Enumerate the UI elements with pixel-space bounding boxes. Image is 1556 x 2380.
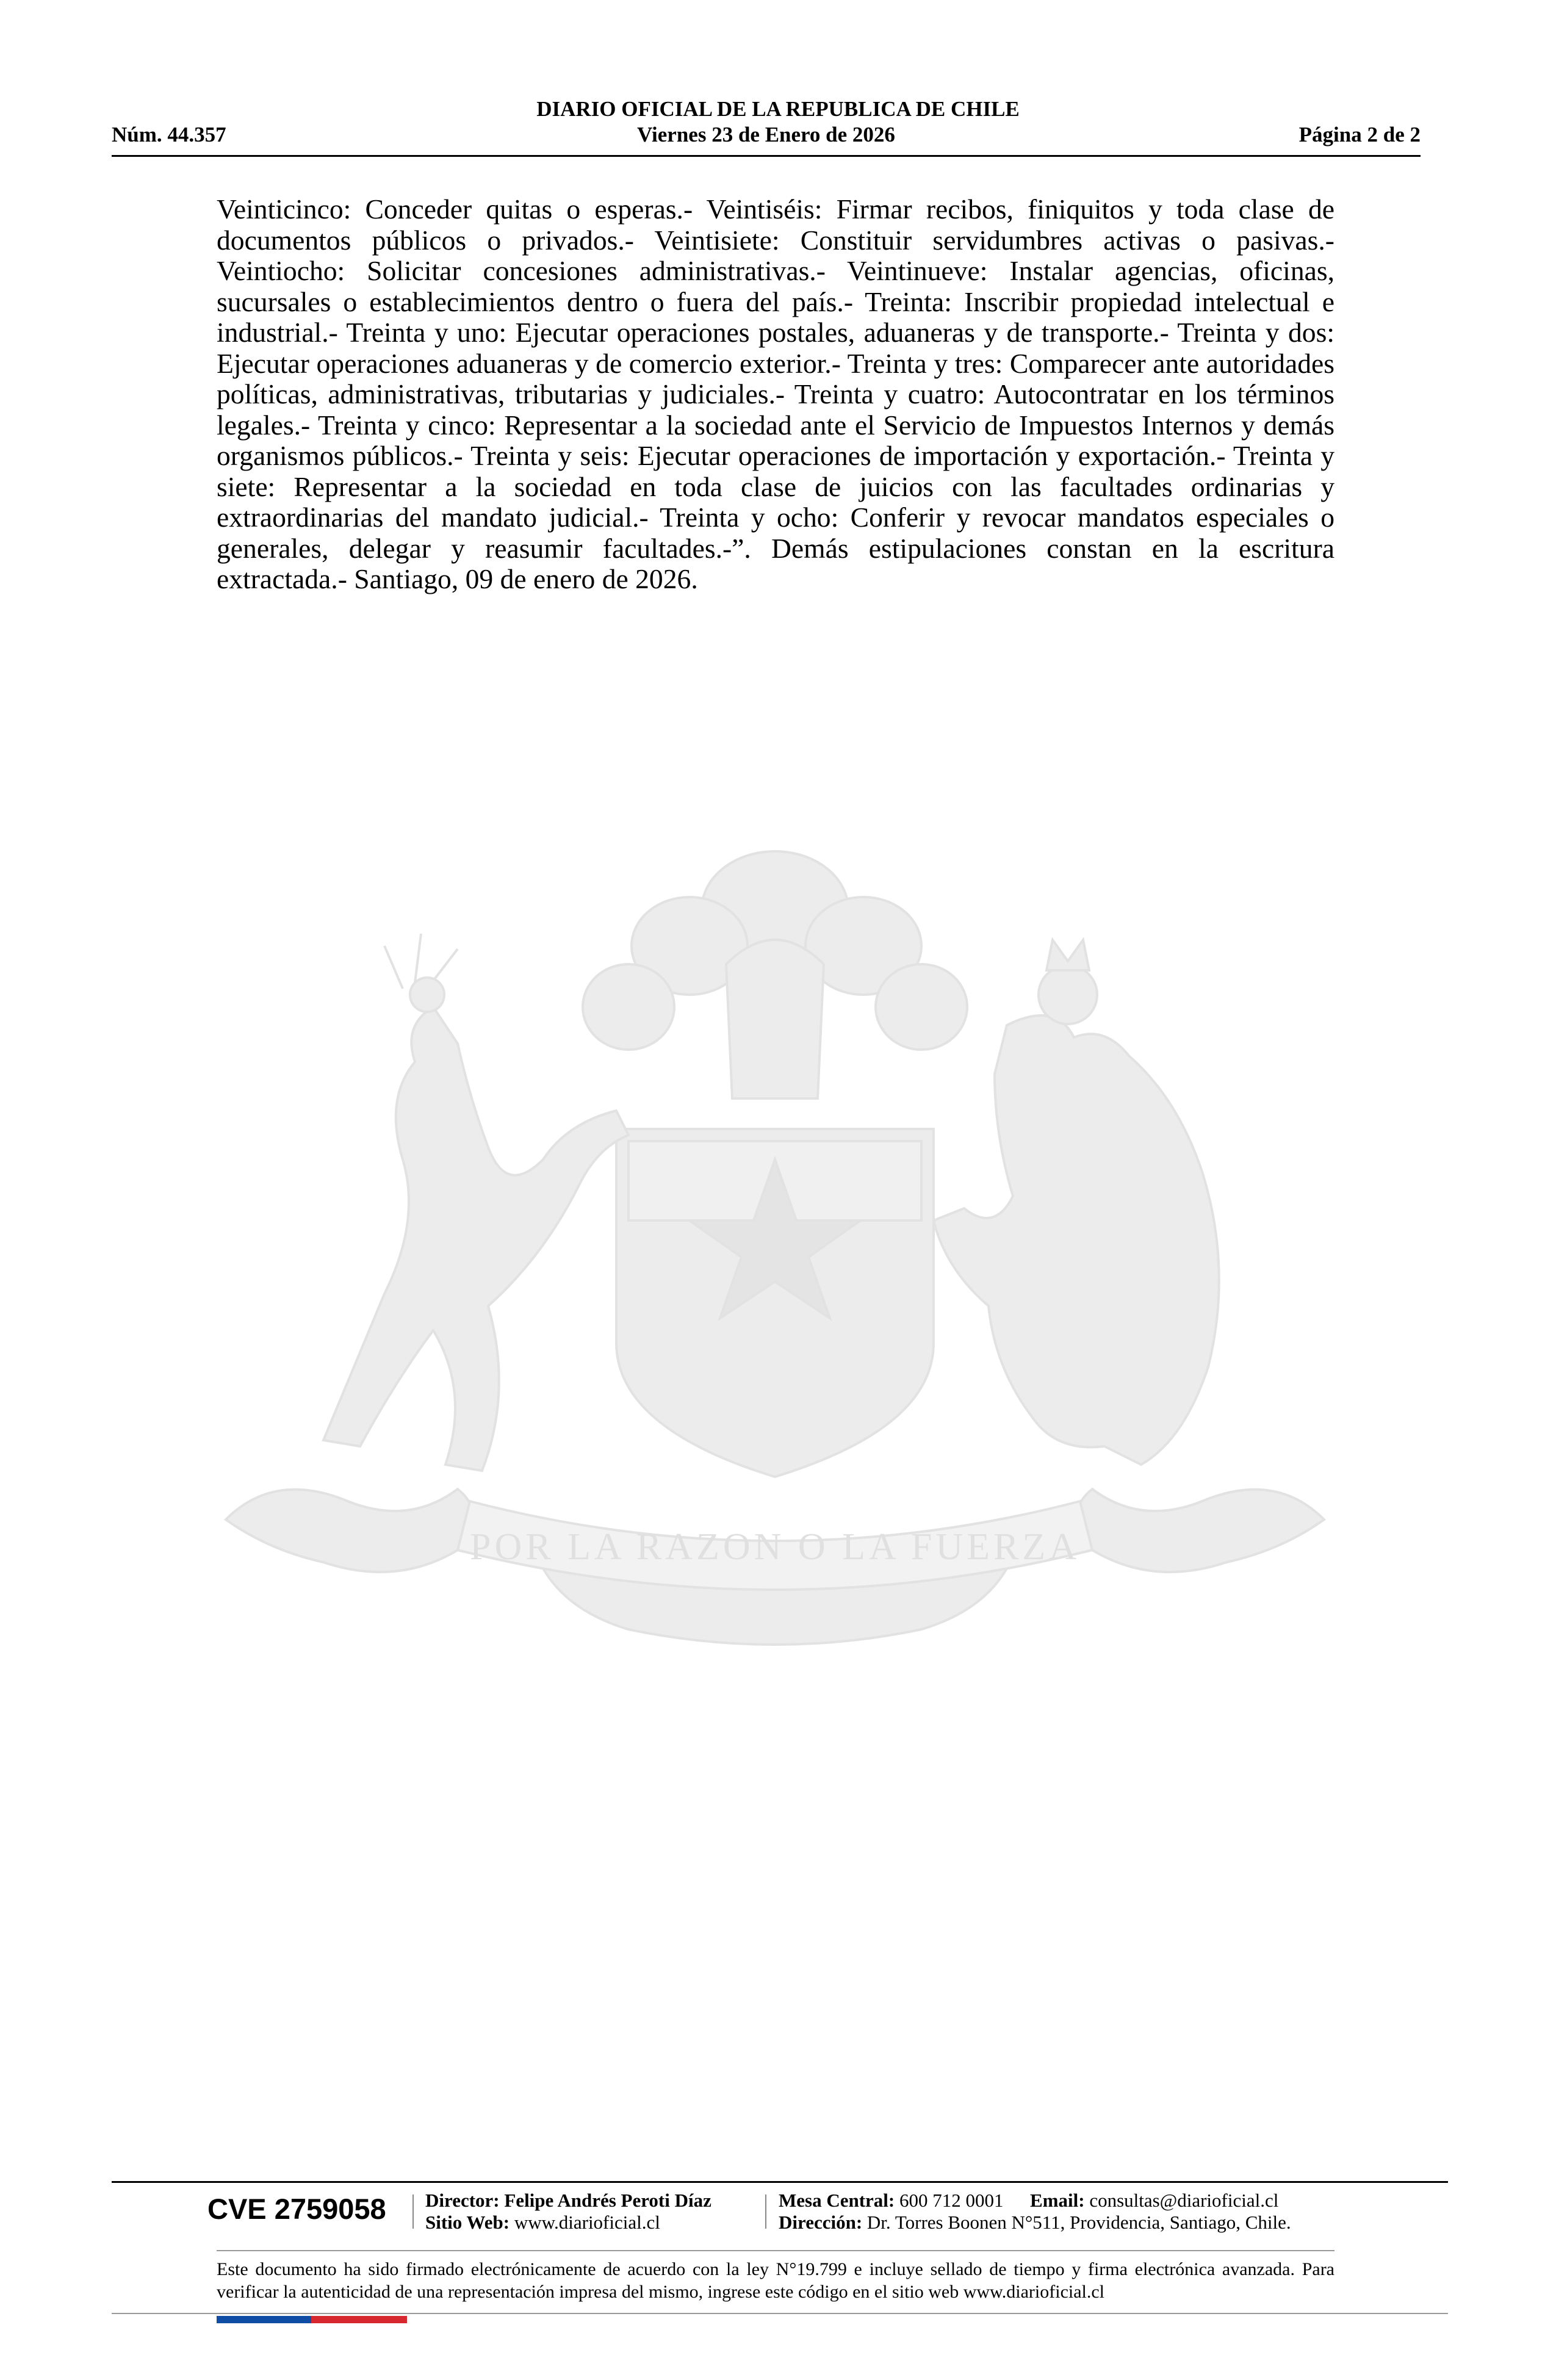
footer-divider-mid: [217, 2250, 1334, 2251]
footer-separator: [412, 2194, 414, 2229]
page-number: Página 2 de 2: [1298, 123, 1421, 146]
contact-line: [779, 2190, 1278, 2212]
issue-number: Núm. 44.357: [112, 123, 226, 146]
cve-code: CVE 2759058: [207, 2193, 386, 2225]
director-label: Director:: [425, 2190, 500, 2211]
newspaper-title: DIARIO OFICIAL DE LA REPUBLICA DE CHILE: [536, 97, 1020, 121]
director-line: [425, 2190, 711, 2212]
issue-date: Viernes 23 de Enero de 2026: [637, 123, 895, 146]
header-divider: [112, 155, 1421, 157]
address-line: [779, 2212, 1291, 2234]
phone-number: 600 712 0001: [899, 2190, 1004, 2211]
motto-text: POR LA RAZON O LA FUERZA: [469, 1526, 1081, 1568]
email-link[interactable]: consultas@diarioficial.cl: [1089, 2190, 1279, 2211]
body-paragraph: Veinticinco: Conceder quitas o esperas.- Veintiséis: Firmar recibos, finiquitos y toda clase de documentos públicos o privados.- Veintisiete: Constituir servidumbres activas o pasivas.- Veintiocho: Solicitar concesiones administrativas.- Veintinueve: Instalar agencias, oficinas, sucursales o establecimientos dentro o fuera del país.- Treinta: Inscribir propiedad intelectual e industrial.- Treinta y uno: Ejecutar operaciones postales, aduaneras y de transporte.- Treinta y dos: Ejecutar operaciones aduaneras y de comercio exterior.- Treinta y tres: Comparecer ante autoridades políticas, administrativas, tributarias y judiciales.- Treinta y cuatro: Autocontratar en los términos legales.- Treinta y cinco: Representar a la sociedad ante el Servicio de Impuestos Internos y demás organismos públicos.- Treinta y seis: Ejecutar operaciones de importación y exportación.- Treinta y siete: Representar a la sociedad en toda clase de juicios con las facultades ordinarias y extraordinarias del mandato judicial.- Treinta y ocho: Conferir y revocar mandatos especiales o generales, delegar y reasumir facultades.-”. Demás estipulaciones constan en la escritura extractada.- Santiago, 09 de enero de 2026.: [217, 193, 1334, 594]
coat-of-arms-watermark: [201, 842, 1349, 1666]
flag-bar-blue: [217, 2316, 311, 2323]
condor-icon: [934, 940, 1219, 1465]
flag-bar-red: [311, 2316, 407, 2323]
director-name: Felipe Andrés Peroti Díaz: [504, 2190, 711, 2211]
footer-divider-bottom: [112, 2313, 1448, 2314]
address-label: Dirección:: [779, 2212, 863, 2233]
signature-disclaimer: Este documento ha sido firmado electrónicamente de acuerdo con la ley N°19.799 e incluye sellado de tiempo y firma electrónica avanzada. Para verificar la autenticidad de una representación impresa del mismo, ingrese este código en el sitio web www.diarioficial.cl: [217, 2259, 1334, 2302]
website-line: [425, 2212, 660, 2234]
email-label: Email:: [1030, 2190, 1085, 2211]
address-text: Dr. Torres Boonen N°511, Providencia, Santiago, Chile.: [866, 2212, 1291, 2233]
phone-label: Mesa Central:: [779, 2190, 895, 2211]
website-label: Sitio Web:: [425, 2212, 510, 2233]
website-link[interactable]: www.diarioficial.cl: [514, 2212, 660, 2233]
plumes-icon: [583, 851, 967, 1098]
shield-icon: [616, 1129, 934, 1477]
header-row: [112, 121, 1421, 149]
footer-divider-top: [112, 2181, 1448, 2183]
footer-separator: [765, 2194, 766, 2229]
